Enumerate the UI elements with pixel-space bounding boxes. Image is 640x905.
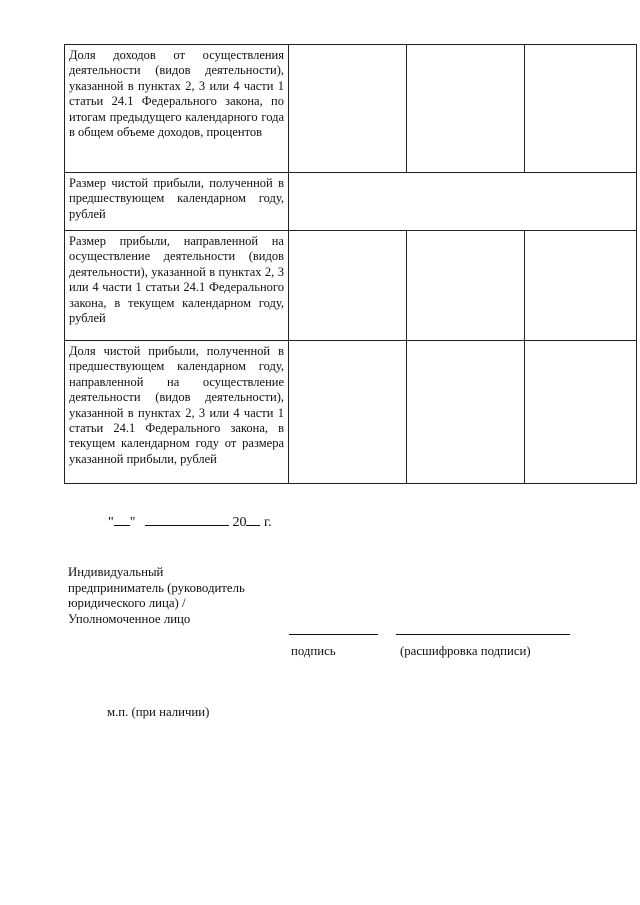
value-cell-merged[interactable] <box>289 173 637 231</box>
value-cell[interactable] <box>525 45 637 173</box>
table-row <box>65 45 637 173</box>
table-row <box>65 341 637 484</box>
signature-decoding-line[interactable] <box>396 634 570 635</box>
value-cell[interactable] <box>289 231 407 341</box>
year-blank[interactable] <box>246 525 260 526</box>
value-cell[interactable] <box>289 341 407 484</box>
date-open-quote: " <box>108 515 114 530</box>
signer-title <box>68 565 288 627</box>
signer-line: предприниматель (руководитель <box>68 580 245 595</box>
row-label-income-share: Доля доходов от осуществления деятельности (видов деятельности), указанной в пунктах 2, 3 или 4 части 1 статьи 24.1 Федерального закона, по итогам предыдущего календарного года в общем объеме доходов, процентов <box>65 45 289 173</box>
month-blank[interactable] <box>145 525 229 526</box>
year-prefix: 20 <box>232 515 247 530</box>
value-cell[interactable] <box>289 45 407 173</box>
value-cell[interactable] <box>525 231 637 341</box>
indicators-table <box>64 44 637 484</box>
signer-line: Индивидуальный <box>68 565 164 579</box>
signature-decoding-caption: (расшифровка подписи) <box>400 644 531 658</box>
date-close-quote: " <box>129 515 136 530</box>
day-blank[interactable] <box>114 525 130 526</box>
year-suffix: г. <box>263 515 272 530</box>
signature-line[interactable] <box>289 634 378 635</box>
table-row <box>65 231 637 341</box>
value-cell[interactable] <box>407 231 525 341</box>
value-cell[interactable] <box>407 45 525 173</box>
stamp-label: м.п. (при наличии) <box>107 705 210 719</box>
date-line <box>108 515 272 531</box>
signature-caption: подпись <box>291 644 336 658</box>
signer-line: Уполномоченное лицо <box>68 611 191 626</box>
signer-line: юридического лица) / <box>68 596 186 610</box>
row-label-profit-share: Доля чистой прибыли, полученной в предшествующем календарном году, направленной на осуществление деятельности (видов деятельности), указанной в пунктах 2, 3 или 4 части 1 статьи 24.1 Федерального закона, в текущем календарном году от размера указанной прибыли, рублей <box>65 341 289 484</box>
value-cell[interactable] <box>525 341 637 484</box>
table-row <box>65 173 637 231</box>
value-cell[interactable] <box>407 341 525 484</box>
row-label-net-profit: Размер чистой прибыли, полученной в предшествующем календарном году, рублей <box>65 173 289 231</box>
row-label-profit-directed: Размер прибыли, направленной на осуществление деятельности (видов деятельности), указанной в пунктах 2, 3 или 4 части 1 статьи 24.1 Федерального закона, в текущем календарном году, рублей <box>65 231 289 341</box>
